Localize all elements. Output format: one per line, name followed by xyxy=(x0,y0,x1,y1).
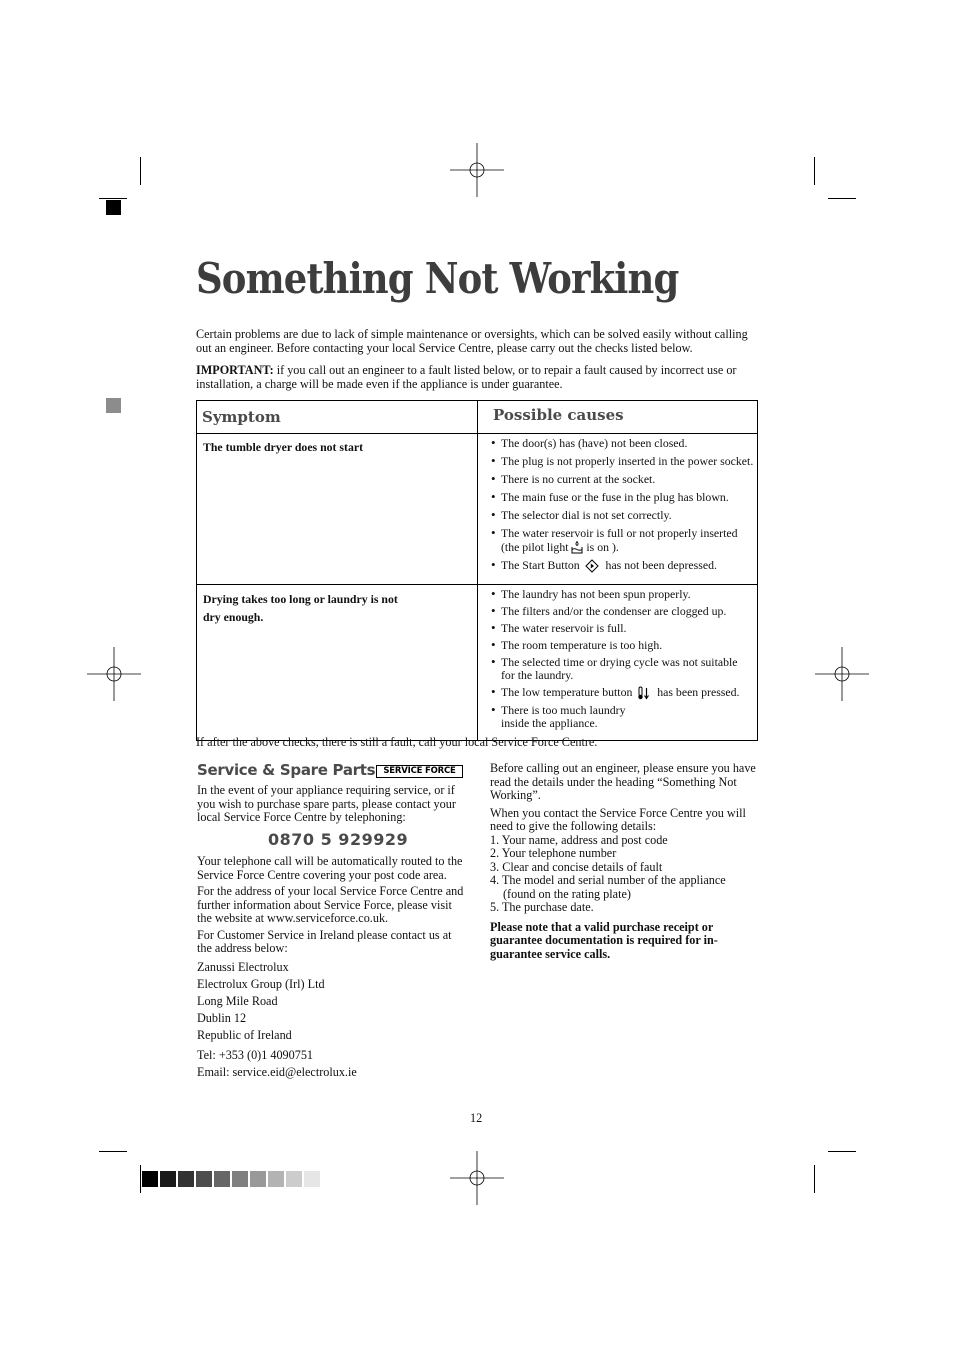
symptom-text: Drying takes too long or laundry is not xyxy=(203,591,398,606)
color-swatch xyxy=(286,1171,302,1187)
symptom-cell xyxy=(197,434,478,585)
address-line: Long Mile Road xyxy=(197,993,278,1008)
symptom-text: dry enough. xyxy=(203,609,264,624)
cause-item: • The door(s) has (have) not been closed. xyxy=(481,437,754,451)
cause-item: • The laundry has not been spun properly. xyxy=(481,588,754,602)
details-list-item: (found on the rating plate) xyxy=(503,886,631,901)
cause-item: • The main fuse or the fuse in the plug has blown. xyxy=(481,491,754,505)
crop-mark xyxy=(828,198,856,199)
cause-item: • There is no current at the socket. xyxy=(481,473,754,487)
service-ireland-text: For Customer Service in Ireland please contact us at the address below: xyxy=(197,927,452,955)
cause-item: • The filters and/or the condenser are clogged up. xyxy=(481,605,754,619)
details-list-item: 1. Your name, address and post code xyxy=(490,832,668,847)
table-header-causes: Possible causes xyxy=(478,401,758,434)
service-force-logo: SERVICE FORCE xyxy=(376,765,463,778)
color-swatch xyxy=(250,1171,266,1187)
start-button-icon xyxy=(585,559,599,573)
color-swatch xyxy=(214,1171,230,1187)
important-paragraph xyxy=(196,364,756,391)
important-text: if you call out an engineer to a fault listed below, or to repair a fault caused by incorrect use or installation, a charge will be made even if the appliance is under guarantee. xyxy=(196,363,737,391)
table-row xyxy=(197,584,758,741)
symptom-cell xyxy=(197,584,478,741)
email-line: Email: service.eid@electrolux.ie xyxy=(197,1065,357,1079)
troubleshooting-table xyxy=(196,400,758,741)
print-block-grey xyxy=(106,398,121,413)
registration-mark-icon xyxy=(815,647,869,701)
table-header-symptom: Symptom xyxy=(197,401,478,434)
registration-mark-icon xyxy=(87,647,141,701)
crop-mark xyxy=(828,1151,856,1152)
after-checks-note: If after the above checks, there is still a fault, call your local Service Force Centre. xyxy=(196,735,598,749)
cause-item: • The Start Button has not been depressed. xyxy=(481,559,754,573)
details-list-item: 5. The purchase date. xyxy=(490,900,594,914)
address-line: Electrolux Group (Irl) Ltd xyxy=(197,976,325,991)
table-row xyxy=(197,434,758,585)
address-line: Republic of Ireland xyxy=(197,1027,292,1042)
tel-line: Tel: +353 (0)1 4090751 xyxy=(197,1048,314,1062)
print-block-black xyxy=(106,200,121,215)
page-number: 12 xyxy=(470,1111,483,1125)
crop-mark xyxy=(99,198,127,199)
important-label: IMPORTANT: xyxy=(196,363,274,377)
table-header-row xyxy=(197,401,758,434)
crop-mark xyxy=(140,1165,141,1193)
color-swatch xyxy=(178,1171,194,1187)
low-temperature-icon xyxy=(637,686,650,700)
before-calling-text: Before calling out an engineer, please ensure you have read the details under the heading “Something Not Working”. xyxy=(490,761,756,802)
intro-text: Certain problems are due to lack of simple maintenance or oversights, which can be solved easily without calling out an engineer. Before contacting your local Service Centre, please carry out the checks listed below. xyxy=(196,327,748,355)
cause-item: • The selector dial is not set correctly. xyxy=(481,509,754,523)
color-swatch xyxy=(232,1171,248,1187)
cause-item: • The low temperature button has been pressed. xyxy=(481,686,754,700)
address-line: Dublin 12 xyxy=(197,1010,247,1025)
service-intro: In the event of your appliance requiring service, or if you wish to purchase spare parts, please contact your local Service Force Centre by telephoning: xyxy=(197,783,456,824)
service-routing-text: Your telephone call will be automatically routed to the Service Force Centre covering your post code area. xyxy=(197,854,463,882)
service-website-text: For the address of your local Service Force Centre and further information about Service Force, please visit the website at www.serviceforce.co.uk. xyxy=(197,884,464,925)
service-heading: Service & Spare Parts xyxy=(197,761,376,779)
registration-mark-icon xyxy=(450,143,504,197)
crop-mark xyxy=(814,157,815,185)
guarantee-note: Please note that a valid purchase receipt or guarantee documentation is required for in-guarantee service calls. xyxy=(490,919,718,961)
cause-item: • The water reservoir is full or not properly inserted (the pilot light is on ). xyxy=(481,527,754,554)
symptom-text: The tumble dryer does not start xyxy=(203,440,364,454)
causes-cell xyxy=(478,434,758,585)
cause-item: • The water reservoir is full. xyxy=(481,622,754,636)
color-swatch xyxy=(160,1171,176,1187)
registration-mark-icon xyxy=(450,1151,504,1205)
color-swatch xyxy=(268,1171,284,1187)
crop-mark xyxy=(140,157,141,185)
details-list-item: 2. Your telephone number xyxy=(490,846,617,860)
causes-cell xyxy=(478,584,758,741)
intro-paragraph xyxy=(196,328,756,355)
cause-item: • The selected time or drying cycle was not suitable for the laundry. xyxy=(481,656,754,683)
cause-item: • The plug is not properly inserted in the power socket. xyxy=(481,455,754,469)
address-line: Zanussi Electrolux xyxy=(197,959,289,974)
color-swatch xyxy=(142,1171,158,1187)
cause-item: • There is too much laundry inside the appliance. xyxy=(481,704,754,731)
details-list-item: 4. The model and serial number of the appliance xyxy=(490,873,726,887)
crop-mark xyxy=(99,1151,127,1152)
color-swatch xyxy=(304,1171,320,1187)
engineer-details-column xyxy=(490,762,758,961)
water-reservoir-icon xyxy=(571,541,583,554)
service-details xyxy=(197,855,465,1080)
service-phone-number: 0870 5 929929 xyxy=(268,830,409,849)
crop-mark xyxy=(814,1165,815,1193)
cause-item: • The room temperature is too high. xyxy=(481,639,754,653)
details-list-item: 3. Clear and concise details of fault xyxy=(490,859,663,874)
color-swatch xyxy=(196,1171,212,1187)
details-intro-text: When you contact the Service Force Centre you will need to give the following details: xyxy=(490,805,746,833)
page-title: Something Not Working xyxy=(196,254,679,303)
